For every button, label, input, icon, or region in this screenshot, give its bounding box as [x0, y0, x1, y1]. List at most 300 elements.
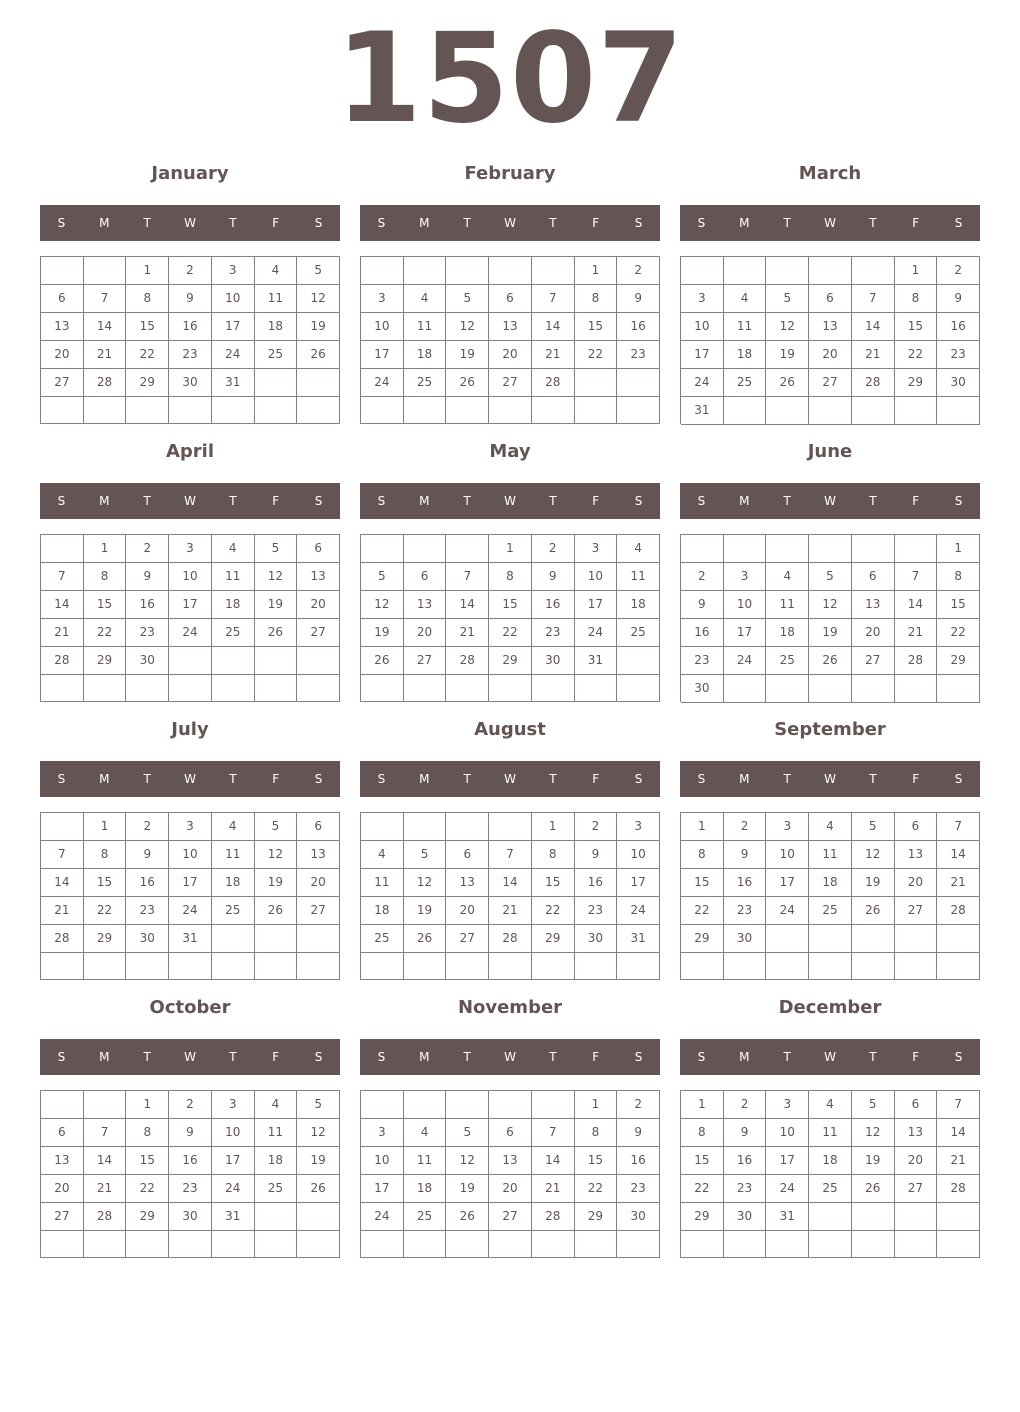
empty-day-cell	[212, 925, 255, 953]
day-cell: 16	[575, 869, 618, 897]
day-cell: 3	[361, 285, 404, 313]
day-cell: 18	[724, 341, 767, 369]
day-cell: 30	[169, 1203, 212, 1231]
month-name: August	[474, 719, 546, 740]
empty-day-cell	[937, 1231, 980, 1258]
day-cell: 23	[575, 897, 618, 925]
day-cell: 10	[766, 841, 809, 869]
day-cell: 14	[41, 591, 84, 619]
empty-day-cell	[446, 953, 489, 980]
empty-day-cell	[575, 953, 618, 980]
day-cell: 8	[681, 841, 724, 869]
day-cell: 21	[895, 619, 938, 647]
day-cell: 17	[169, 591, 212, 619]
weekday-label: M	[99, 1050, 110, 1064]
weekday-label: S	[377, 1050, 386, 1064]
day-cell: 1	[126, 1091, 169, 1119]
empty-day-cell	[84, 953, 127, 980]
day-cell: 22	[681, 1175, 724, 1203]
day-cell: 11	[212, 563, 255, 591]
day-cell: 14	[84, 313, 127, 341]
empty-day-cell	[404, 1091, 447, 1119]
empty-day-cell	[361, 1091, 404, 1119]
day-cell: 4	[255, 1091, 298, 1119]
empty-day-cell	[575, 1231, 618, 1258]
day-cell: 29	[489, 647, 532, 675]
empty-day-cell	[937, 397, 980, 425]
empty-day-cell	[852, 257, 895, 285]
day-cell: 17	[766, 1147, 809, 1175]
day-cell: 9	[617, 1119, 660, 1147]
day-cell: 16	[532, 591, 575, 619]
day-cell: 9	[681, 591, 724, 619]
day-cell: 25	[255, 1175, 298, 1203]
day-cell: 19	[809, 619, 852, 647]
day-cell: 13	[895, 1119, 938, 1147]
empty-day-cell	[361, 675, 404, 702]
day-cell: 22	[895, 341, 938, 369]
empty-day-cell	[809, 535, 852, 563]
day-cell: 18	[404, 341, 447, 369]
day-cell: 14	[937, 841, 980, 869]
empty-day-cell	[489, 397, 532, 424]
day-cell: 9	[724, 841, 767, 869]
empty-day-cell	[489, 675, 532, 702]
day-cell: 11	[212, 841, 255, 869]
day-cell: 15	[84, 591, 127, 619]
empty-day-cell	[809, 397, 852, 425]
empty-day-cell	[532, 1231, 575, 1258]
day-cell: 11	[255, 1119, 298, 1147]
day-cell: 6	[809, 285, 852, 313]
day-cell: 12	[446, 1147, 489, 1175]
day-cell: 23	[617, 1175, 660, 1203]
day-cell: 5	[255, 813, 298, 841]
empty-day-cell	[532, 953, 575, 980]
day-cell: 27	[297, 619, 340, 647]
day-cell: 16	[937, 313, 980, 341]
day-cell: 23	[681, 647, 724, 675]
day-cell: 9	[126, 841, 169, 869]
weekday-label: M	[739, 772, 750, 786]
day-cell: 14	[489, 869, 532, 897]
day-cell: 3	[169, 813, 212, 841]
day-cell: 10	[212, 1119, 255, 1147]
weekday-label: M	[419, 772, 430, 786]
empty-day-cell	[297, 675, 340, 702]
weekday-label: T	[463, 216, 471, 230]
weekday-label: S	[954, 1050, 963, 1064]
day-cell: 16	[617, 1147, 660, 1175]
empty-day-cell	[489, 813, 532, 841]
weekday-header	[360, 1039, 660, 1075]
weekday-label: S	[57, 772, 66, 786]
empty-day-cell	[446, 257, 489, 285]
day-grid	[40, 534, 340, 702]
day-cell: 6	[895, 813, 938, 841]
empty-day-cell	[41, 813, 84, 841]
weekday-label: W	[824, 1050, 836, 1064]
day-cell: 8	[126, 285, 169, 313]
weekday-label: F	[912, 772, 920, 786]
day-cell: 1	[681, 813, 724, 841]
day-cell: 29	[84, 647, 127, 675]
day-cell: 12	[404, 869, 447, 897]
day-cell: 9	[724, 1119, 767, 1147]
day-cell: 1	[681, 1091, 724, 1119]
day-cell: 24	[766, 897, 809, 925]
day-cell: 25	[809, 897, 852, 925]
weekday-header	[40, 483, 340, 519]
day-cell: 24	[617, 897, 660, 925]
day-cell: 7	[446, 563, 489, 591]
day-cell: 5	[852, 1091, 895, 1119]
day-cell: 26	[766, 369, 809, 397]
empty-day-cell	[766, 535, 809, 563]
empty-day-cell	[895, 953, 938, 980]
day-cell: 15	[575, 1147, 618, 1175]
weekday-label: T	[229, 772, 237, 786]
day-grid	[680, 1090, 980, 1258]
day-cell: 18	[404, 1175, 447, 1203]
empty-day-cell	[404, 535, 447, 563]
day-cell: 30	[575, 925, 618, 953]
weekday-label: S	[57, 1050, 66, 1064]
day-cell: 30	[126, 925, 169, 953]
day-cell: 14	[937, 1119, 980, 1147]
day-cell: 23	[126, 619, 169, 647]
empty-day-cell	[297, 647, 340, 675]
day-cell: 28	[937, 897, 980, 925]
day-cell: 22	[681, 897, 724, 925]
weekday-label: F	[592, 494, 600, 508]
day-cell: 3	[724, 563, 767, 591]
day-cell: 26	[404, 925, 447, 953]
weekday-label: F	[912, 494, 920, 508]
day-cell: 29	[575, 1203, 618, 1231]
day-cell: 11	[617, 563, 660, 591]
empty-day-cell	[532, 397, 575, 424]
weekday-label: S	[954, 216, 963, 230]
day-cell: 25	[361, 925, 404, 953]
day-cell: 15	[681, 869, 724, 897]
day-cell: 21	[489, 897, 532, 925]
day-cell: 26	[852, 897, 895, 925]
empty-day-cell	[446, 1091, 489, 1119]
day-cell: 30	[532, 647, 575, 675]
day-cell: 11	[361, 869, 404, 897]
day-cell: 12	[852, 1119, 895, 1147]
weekday-label: T	[783, 216, 791, 230]
weekday-label: W	[184, 1050, 196, 1064]
day-cell: 11	[766, 591, 809, 619]
day-cell: 20	[809, 341, 852, 369]
day-cell: 16	[126, 869, 169, 897]
day-cell: 6	[297, 535, 340, 563]
day-cell: 14	[895, 591, 938, 619]
day-cell: 20	[41, 341, 84, 369]
day-cell: 23	[617, 341, 660, 369]
month-name: January	[151, 163, 229, 184]
empty-day-cell	[297, 925, 340, 953]
empty-day-cell	[41, 1231, 84, 1258]
weekday-label: M	[419, 1050, 430, 1064]
day-cell: 19	[766, 341, 809, 369]
empty-day-cell	[297, 1203, 340, 1231]
day-cell: 2	[617, 1091, 660, 1119]
day-cell: 2	[169, 1091, 212, 1119]
day-cell: 20	[297, 869, 340, 897]
empty-day-cell	[255, 397, 298, 424]
day-cell: 12	[297, 1119, 340, 1147]
empty-day-cell	[212, 953, 255, 980]
weekday-label: W	[824, 216, 836, 230]
day-cell: 3	[617, 813, 660, 841]
empty-day-cell	[404, 397, 447, 424]
day-cell: 8	[489, 563, 532, 591]
weekday-header	[360, 483, 660, 519]
day-cell: 30	[724, 1203, 767, 1231]
empty-day-cell	[766, 1231, 809, 1258]
weekday-label: F	[592, 216, 600, 230]
day-cell: 13	[489, 313, 532, 341]
day-cell: 4	[404, 1119, 447, 1147]
empty-day-cell	[895, 675, 938, 703]
empty-day-cell	[575, 675, 618, 702]
day-cell: 7	[489, 841, 532, 869]
day-cell: 24	[681, 369, 724, 397]
day-cell: 20	[404, 619, 447, 647]
weekday-label: S	[377, 772, 386, 786]
day-cell: 28	[84, 369, 127, 397]
empty-day-cell	[297, 369, 340, 397]
day-cell: 29	[681, 925, 724, 953]
day-cell: 29	[84, 925, 127, 953]
weekday-header	[680, 483, 980, 519]
day-cell: 9	[169, 285, 212, 313]
empty-day-cell	[255, 925, 298, 953]
weekday-label: S	[954, 494, 963, 508]
day-cell: 22	[575, 1175, 618, 1203]
day-cell: 6	[852, 563, 895, 591]
month-name: June	[807, 441, 853, 462]
empty-day-cell	[852, 535, 895, 563]
day-cell: 8	[532, 841, 575, 869]
day-cell: 27	[809, 369, 852, 397]
day-cell: 31	[766, 1203, 809, 1231]
month-name: December	[778, 997, 882, 1018]
day-cell: 24	[169, 897, 212, 925]
weekday-label: S	[57, 216, 66, 230]
empty-day-cell	[41, 675, 84, 702]
day-cell: 13	[297, 841, 340, 869]
day-cell: 15	[937, 591, 980, 619]
day-cell: 6	[41, 1119, 84, 1147]
day-cell: 22	[489, 619, 532, 647]
weekday-label: T	[869, 494, 877, 508]
day-cell: 8	[895, 285, 938, 313]
weekday-header	[360, 761, 660, 797]
day-cell: 7	[852, 285, 895, 313]
day-cell: 25	[255, 341, 298, 369]
day-cell: 4	[404, 285, 447, 313]
weekday-label: T	[143, 216, 151, 230]
day-cell: 8	[575, 285, 618, 313]
day-cell: 2	[681, 563, 724, 591]
day-cell: 16	[169, 313, 212, 341]
weekday-label: S	[954, 772, 963, 786]
day-cell: 17	[361, 341, 404, 369]
day-cell: 24	[575, 619, 618, 647]
day-cell: 16	[724, 869, 767, 897]
day-cell: 2	[724, 813, 767, 841]
empty-day-cell	[126, 953, 169, 980]
weekday-label: M	[99, 494, 110, 508]
day-cell: 28	[84, 1203, 127, 1231]
empty-day-cell	[766, 953, 809, 980]
day-cell: 9	[617, 285, 660, 313]
weekday-label: W	[824, 494, 836, 508]
day-cell: 22	[532, 897, 575, 925]
weekday-label: F	[592, 772, 600, 786]
empty-day-cell	[255, 1231, 298, 1258]
weekday-label: T	[549, 1050, 557, 1064]
empty-day-cell	[489, 1091, 532, 1119]
day-cell: 7	[937, 813, 980, 841]
day-cell: 25	[404, 1203, 447, 1231]
day-grid	[360, 534, 660, 702]
day-cell: 1	[532, 813, 575, 841]
day-cell: 27	[895, 897, 938, 925]
day-cell: 31	[575, 647, 618, 675]
weekday-label: S	[697, 216, 706, 230]
day-cell: 15	[489, 591, 532, 619]
day-cell: 3	[575, 535, 618, 563]
weekday-label: S	[314, 1050, 323, 1064]
month-name: April	[165, 441, 215, 462]
empty-day-cell	[681, 257, 724, 285]
day-cell: 8	[937, 563, 980, 591]
day-cell: 26	[446, 369, 489, 397]
day-cell: 14	[446, 591, 489, 619]
day-cell: 30	[126, 647, 169, 675]
day-cell: 28	[41, 647, 84, 675]
day-cell: 2	[617, 257, 660, 285]
day-cell: 19	[255, 591, 298, 619]
day-cell: 4	[361, 841, 404, 869]
day-cell: 25	[809, 1175, 852, 1203]
day-cell: 22	[937, 619, 980, 647]
day-cell: 12	[361, 591, 404, 619]
day-cell: 2	[126, 813, 169, 841]
empty-day-cell	[724, 535, 767, 563]
empty-day-cell	[766, 257, 809, 285]
day-cell: 5	[852, 813, 895, 841]
day-cell: 13	[41, 313, 84, 341]
day-cell: 23	[937, 341, 980, 369]
day-cell: 12	[255, 841, 298, 869]
empty-day-cell	[446, 397, 489, 424]
empty-day-cell	[361, 397, 404, 424]
weekday-label: T	[783, 494, 791, 508]
day-cell: 11	[809, 841, 852, 869]
day-cell: 24	[766, 1175, 809, 1203]
day-cell: 2	[575, 813, 618, 841]
day-cell: 24	[212, 341, 255, 369]
day-cell: 4	[766, 563, 809, 591]
empty-day-cell	[84, 257, 127, 285]
day-cell: 24	[169, 619, 212, 647]
weekday-label: W	[184, 216, 196, 230]
day-cell: 9	[169, 1119, 212, 1147]
empty-day-cell	[724, 953, 767, 980]
day-cell: 7	[937, 1091, 980, 1119]
day-cell: 7	[895, 563, 938, 591]
day-cell: 26	[255, 619, 298, 647]
empty-day-cell	[724, 1231, 767, 1258]
day-cell: 26	[361, 647, 404, 675]
day-cell: 27	[41, 369, 84, 397]
weekday-label: M	[99, 216, 110, 230]
month-name: February	[464, 163, 556, 184]
day-cell: 28	[532, 369, 575, 397]
empty-day-cell	[126, 1231, 169, 1258]
day-cell: 25	[617, 619, 660, 647]
empty-day-cell	[169, 397, 212, 424]
day-cell: 7	[84, 1119, 127, 1147]
day-cell: 3	[681, 285, 724, 313]
empty-day-cell	[169, 647, 212, 675]
empty-day-cell	[532, 1091, 575, 1119]
day-cell: 1	[575, 257, 618, 285]
empty-day-cell	[852, 1231, 895, 1258]
day-cell: 9	[532, 563, 575, 591]
day-cell: 19	[404, 897, 447, 925]
day-cell: 8	[84, 841, 127, 869]
weekday-label: T	[549, 216, 557, 230]
day-cell: 26	[297, 1175, 340, 1203]
day-cell: 27	[489, 369, 532, 397]
day-cell: 18	[766, 619, 809, 647]
day-cell: 22	[84, 897, 127, 925]
empty-day-cell	[724, 397, 767, 425]
day-cell: 5	[404, 841, 447, 869]
day-cell: 17	[212, 1147, 255, 1175]
day-cell: 1	[84, 535, 127, 563]
day-cell: 17	[212, 313, 255, 341]
day-cell: 16	[681, 619, 724, 647]
day-cell: 27	[446, 925, 489, 953]
day-cell: 20	[895, 869, 938, 897]
weekday-label: W	[504, 494, 516, 508]
empty-day-cell	[489, 257, 532, 285]
weekday-label: S	[57, 494, 66, 508]
day-cell: 18	[255, 313, 298, 341]
day-cell: 19	[446, 341, 489, 369]
day-cell: 4	[809, 1091, 852, 1119]
weekday-label: T	[229, 1050, 237, 1064]
day-cell: 25	[766, 647, 809, 675]
day-cell: 19	[852, 1147, 895, 1175]
empty-day-cell	[852, 953, 895, 980]
day-cell: 15	[532, 869, 575, 897]
day-cell: 10	[361, 1147, 404, 1175]
day-cell: 2	[169, 257, 212, 285]
empty-day-cell	[84, 675, 127, 702]
empty-day-cell	[169, 675, 212, 702]
day-cell: 24	[361, 369, 404, 397]
day-cell: 31	[212, 1203, 255, 1231]
